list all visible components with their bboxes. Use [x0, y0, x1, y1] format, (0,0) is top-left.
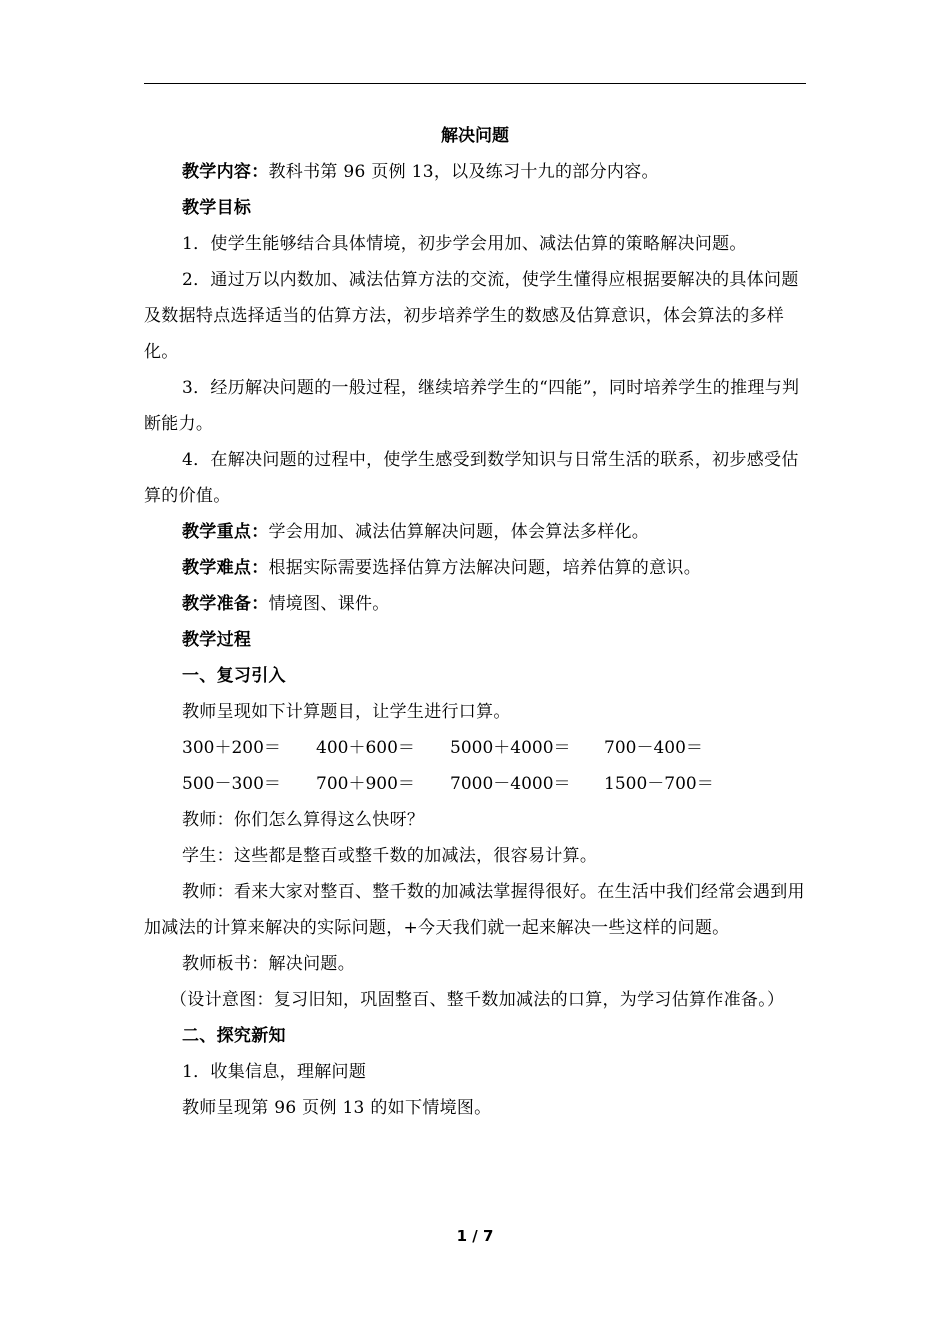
section1-intro: 教师呈现如下计算题目，让学生进行口算。	[182, 702, 511, 722]
dialogue-line: 教师：看来大家对整百、整千数的加减法掌握得很好。在生活中我们经常会遇到用加减法的计算来解决的实际问题，+今天我们就一起来解决一些这样的问题。	[144, 882, 805, 938]
key-point-label: 教学重点：	[182, 522, 269, 542]
equation: 700－400＝	[604, 738, 703, 758]
preparation	[144, 586, 806, 622]
equation: 500－300＝	[182, 774, 281, 794]
dialogue-line: 教师板书：解决问题。	[182, 954, 355, 974]
equation: 300＋200＝	[182, 738, 281, 758]
process-heading: 教学过程	[182, 630, 252, 650]
preparation-text: 情境图、课件。	[268, 594, 390, 614]
equation-row	[144, 730, 806, 766]
teaching-content	[144, 154, 806, 190]
equation-row	[144, 766, 806, 802]
goal-item: 2．通过万以内数加、减法估算方法的交流，使学生懂得应根据要解决的具体问题及数据特点选择适当的估算方法，初步培养学生的数感及估算意识，体会算法的多样化。	[144, 270, 799, 362]
section1-heading: 一、复习引入	[182, 666, 286, 686]
equation: 700＋900＝	[316, 774, 415, 794]
document-page	[144, 118, 806, 1126]
dialogue-line: 教师：你们怎么算得这么快呀？	[182, 810, 425, 830]
key-point-text: 学会用加、减法估算解决问题，体会算法多样化。	[268, 522, 650, 542]
teaching-content-label: 教学内容：	[182, 162, 269, 182]
header-rule	[144, 83, 806, 84]
preparation-label: 教学准备：	[182, 594, 269, 614]
teaching-content-text: 教科书第 96 页例 13，以及练习十九的部分内容。	[268, 162, 659, 182]
difficulty-label: 教学难点：	[182, 558, 269, 578]
difficulty-text: 根据实际需要选择估算方法解决问题，培养估算的意识。	[268, 558, 701, 578]
key-point	[144, 514, 806, 550]
page-number: 1 / 7	[456, 1227, 494, 1245]
equation: 7000－4000＝	[450, 774, 571, 794]
goals-heading: 教学目标	[182, 198, 252, 218]
equation: 5000＋4000＝	[450, 738, 571, 758]
dialogue-line: 学生：这些都是整百或整千数的加减法，很容易计算。	[182, 846, 598, 866]
goal-item: 4．在解决问题的过程中，使学生感受到数学知识与日常生活的联系，初步感受估算的价值。	[144, 450, 799, 506]
section2-line: 教师呈现第 96 页例 13 的如下情境图。	[182, 1098, 492, 1118]
section2-line: 1．收集信息，理解问题	[182, 1062, 367, 1082]
section2-heading: 二、探究新知	[182, 1026, 286, 1046]
equation: 400＋600＝	[316, 738, 415, 758]
difficulty	[144, 550, 806, 586]
goal-item: 1．使学生能够结合具体情境，初步学会用加、减法估算的策略解决问题。	[182, 234, 747, 254]
goal-item: 3．经历解决问题的一般过程，继续培养学生的“四能”，同时培养学生的推理与判断能力。	[144, 378, 800, 434]
equation: 1500－700＝	[604, 774, 714, 794]
design-intent: （设计意图：复习旧知，巩固整百、整千数加减法的口算，为学习估算作准备。）	[170, 990, 785, 1010]
document-title: 解决问题	[441, 126, 509, 146]
